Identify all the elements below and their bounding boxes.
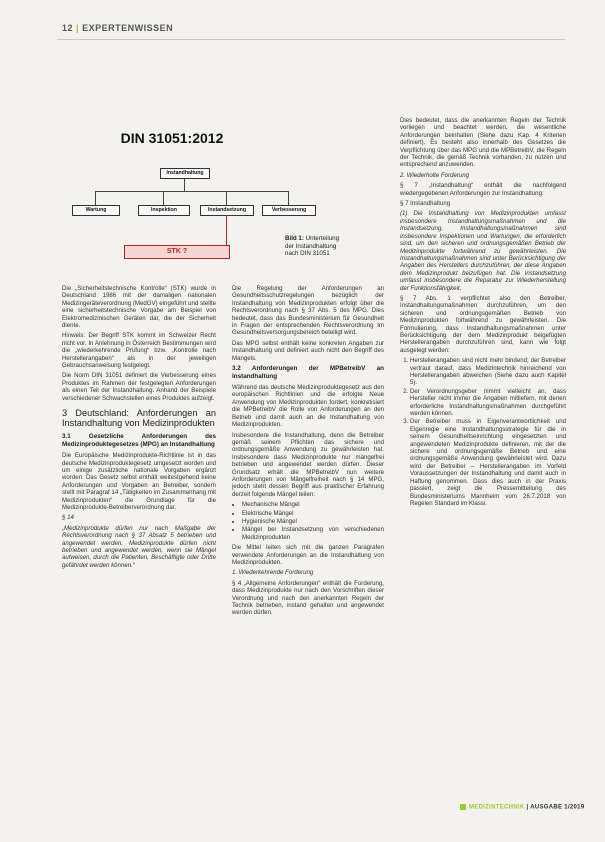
bullet-list	[232, 501, 384, 541]
column-1	[62, 285, 216, 572]
connector-vertical	[184, 179, 185, 191]
header-separator: |	[76, 23, 80, 33]
section-title: EXPERTENWISSEN	[82, 23, 174, 33]
paragraph: § 7 Abs. 1 verpflichtet also den Betreiber, Instandhaltungsmaßnahmen durchzuführen, um den sicheren und ordnungsgemäßen Betrieb von Medizinprodukten fortwährend zu gewährleisten. Die Formulierung, dass Instandhaltungsmaßnahmen unter Berücksichtigung der dem Medizinprodukt beigefügten Herstellerangaben durchzuführen sind, kann wie folgt ausgelegt werden:	[400, 294, 566, 354]
box-instandsetzung: Instandsetzung	[200, 205, 254, 216]
paragraph-label: § 14	[62, 514, 74, 522]
list-item: • Elektrische Mängel	[242, 510, 384, 517]
box-stk: STK ?	[124, 245, 230, 259]
box-wartung: Wartung	[72, 205, 120, 216]
paragraph: Dies bedeutet, dass die anerkannten Regeln der Technik vorliegen und beachtet werden, die wesentliche Anforderungen beinhalten (Siehe dazu Kap. 4 Kriterien definiert). Es besteht also innerhalb des Gesetzes die Verpflichtung über das MPG und die MPBetreibV, die Regeln der Technik, die gemäß Technik vorhanden, zu nutzen und entsprechend anzuwenden.	[400, 117, 566, 169]
subsection-heading: 3.1 Gesetzliche Anforderungen des Medizinproduktegesetzes (MPG) an Instandhaltung	[62, 433, 216, 448]
connector-inspektion	[163, 191, 164, 205]
list-item: 3. Der Betreiber muss in Eigenverantwortlichkeit und Eigenregie eine Instandhaltungsstrategie für die in seinem Gesundheitseinrichtung eingesetzten und angewendeten Medizinprodukte definieren, mit der die sichere und ordnungsgemäße Betrieb und eine ordnungsgemäße Anwendung gewährleistet wird. Dazu wird der Betreiber – Herstellerangaben im Vorfeld Voraussetzungen der Instandhaltung und damit auch in Haftung genommen. Dass dies auch in der Praxis passiert, zeigt die Pressemitteilung des Bundesministeriums Mannheim vom 26.7.2018 von Regelen Standard im Klassi.	[410, 418, 566, 507]
sub-heading: 2. Wiederholte Forderung	[400, 171, 470, 179]
box-inspektion: Inspektion	[138, 205, 190, 216]
box-verbesserung: Verbesserung	[262, 205, 316, 216]
list-item: • Mängel bei Instandsetzung von verschiedenen Medizinprodukten	[242, 526, 384, 541]
connector-wartung	[95, 191, 96, 205]
paragraph: § 7 „Instandhaltung“ enthält die nachfolgend wiedergegebenen Anforderungen zur Instandhaltung:	[400, 182, 566, 197]
quote-paragraph: „Medizinprodukte dürfen nur nach Maßgabe der Rechtsverordnung nach § 37 Absatz 5 betrieben und angewendet werden. Medizinprodukte dürfen nicht betrieben und angewendet werden, wenn sie Mängel aufweisen, durch die Patienten, Beschäftigte oder Dritte gefährdet werden können.“	[62, 524, 216, 569]
paragraph: Während das deutsche Medizinproduktegesetz aus den europäischen Richtlinien und die erfolgte Neue Anwendung von Medizinprodukten fordert, konkretisiert die MPBetreibV die Rolle von Anforderungen an den Betrieb und damit auch an die Instandhaltung von Medizinprodukten.	[232, 384, 384, 429]
list-item: • Mechanische Mängel	[242, 501, 384, 508]
connector-horizontal	[95, 191, 289, 192]
connector-instandsetzung	[226, 191, 227, 205]
page-footer	[460, 804, 584, 811]
paragraph: Die Europäische Medizinprodukte-Richtlinie ist in das deutsche Medizinproduktegesetz umgesetzt worden und um einige zusätzliche nationale Vorgaben ergänzt worden. Das Gesetz selbst enthält weitestgehend keine Anforderungen und Vorgaben an Betreiber, sondern stellt mit Paragraf 14 „Tätigkeiten im Zusammenhang mit Medizinprodukten“ die Grundlage für die Medizinprodukte-Betreiberverordnung dar.	[62, 452, 216, 511]
page-number: 12	[62, 23, 74, 33]
footer-issue: AUSGABE 1/2019	[530, 804, 585, 811]
connector-verbesserung	[288, 191, 289, 205]
paragraph-label: § 7 Instandhaltung	[400, 200, 451, 208]
paragraph: § 4 „Allgemeine Anforderungen“ enthält die Forderung, dass Medizinprodukte nur nach den Vorschriften dieser Verordnung und nach den anerkannten Regeln der Technik betrieben, instand gehalten und angewendet werden dürfen.	[232, 579, 384, 617]
numbered-list	[400, 357, 566, 507]
page-header	[62, 23, 173, 33]
caption-text: Unterteilung der Instandhaltung nach DIN 31051	[285, 235, 340, 257]
figure-caption	[285, 235, 345, 258]
section-heading: 3 Deutschland: Anforderungen an Instandhaltung von Medizinprodukten	[62, 408, 216, 429]
figure-title: DIN 31051:2012	[120, 130, 224, 146]
subsection-heading: 3.2 Anforderungen der MPBetreibV an Instandhaltung	[232, 365, 384, 380]
list-item: 2. Der Verordnungsgeber nimmt vielleicht an, dass Hersteller nicht immer die Angaben mitliefern, mit denen erforderliche Instandhaltungsmaßnahmen durchgeführt werden können.	[410, 388, 566, 418]
paragraph: Die Norm DIN 31051 definiert die Verbesserung eines Produktes im Rahmen der festgelegten Anforderungen als einen Teil der Instandhaltung. Anhand der Beispiele verschiedener Schwachstellen eines Produktes aufzeigt.	[62, 372, 216, 402]
list-item: • Hygienische Mängel	[242, 518, 384, 525]
column-3	[400, 117, 566, 510]
paragraph: Die Regelung der Anforderungen an Gesundheitsschutzregelungen bezüglich der Instandhaltung von Medizinprodukten erfolgt über die Rechtsverordnung nach § 37 Abs. 5 des MPG. Dies bedeutet, dass das Bundesministerium für Gesundheit in Fragen der entsprechenden Rechtsverordnung Im Gesundheitsversorgungsbereich beteiligt wird.	[232, 285, 384, 337]
sub-heading: 1. Wiederkehrende Forderung	[232, 569, 314, 577]
header-rule	[57, 39, 565, 40]
caption-label: Bild 1:	[285, 235, 304, 242]
footer-brand: MEDIZINTECHNIK	[469, 804, 525, 811]
connector-stk	[226, 215, 227, 245]
brand-square-icon	[460, 804, 466, 810]
column-2	[232, 285, 384, 620]
paragraph: Die Mittel leiten sich mit die ganzen Paragrafen verwendete Anforderungen an die Instandhaltung von Medizinprodukten.	[232, 544, 384, 566]
quote-paragraph: (1) Die Instandhaltung von Medizinprodukten umfasst insbesondere Instandhaltungsmaßnahmen und die Instandsetzung. Instandhaltungsmaßnahmen sind insbesondere Inspektionen und Wartungen, die erforderlich sind, um den sicheren und ordnungsgemäßen Betrieb der Medizinprodukte fortwährend zu gewährleisten. Die Instandhaltungsmaßnahmen sind unter Berücksichtigung der Angaben des Herstellers durchzuführen, der diese Angaben dem Medizinprodukt beizufügen hat. Die Instandsetzung umfasst insbesondere die Reparatur zur Wiederherstellung der Funktionsfähigkeit.	[400, 210, 566, 292]
paragraph: Hinweis: Der Begriff STK kommt im Schweizer Recht nicht vor. In Anlehnung in Österreich Bestimmungen wird die „wiederkehrende Prüfung“ bzw. „Kontrolle nach Herstellerangaben“ als in der jeweiligen Gebrauchsanweisung festgelegt.	[62, 332, 216, 370]
box-instandhaltung: Instandhaltung	[160, 168, 210, 179]
paragraph: Insbesondere die Instandhaltung, denn die Betreiber gemäß seinem Pflichten das sichere und ordnungsgemäße Anwendung zu gewährleisten hat. Insbesondere dass Medizinprodukte nur mängelfrei betrieben und angewendet werden dürfen. Dieser Grundsatz erhält die MPBetreibV nun weitere Anforderungen von Mängelfreiheit nach § 14 MPG, jedoch steht dessen Begriff aus praktischer Erfahrung derzeit folgende Mängel teilen:	[232, 431, 384, 498]
paragraph: Die „Sicherheitstechnische Kontrolle“ (STK) wurde in Deutschland 1986 mit der damaligen nationalen Medizingeräteverordnung (MedGV) eingeführt und stellte eine sicherheitstechnische Vorgabe am Beispiel von Elektromedizinischen Geräten dar, die der Sicherheit diente.	[62, 285, 216, 330]
list-item: 1. Herstellerangaben sind nicht mehr bindend; der Betreiber vertraut darauf, dass Medizintechnik hinreichend von Herstellerangaben abweichen (Siehe dazu auch Kapitel 5).	[410, 357, 566, 387]
footer-separator: |	[526, 804, 529, 811]
paragraph: Das MPG selbst enthält keine konkreten Angaben zur Instandhaltung und definiert auch nicht den Begriff des Mangels.	[232, 339, 384, 362]
